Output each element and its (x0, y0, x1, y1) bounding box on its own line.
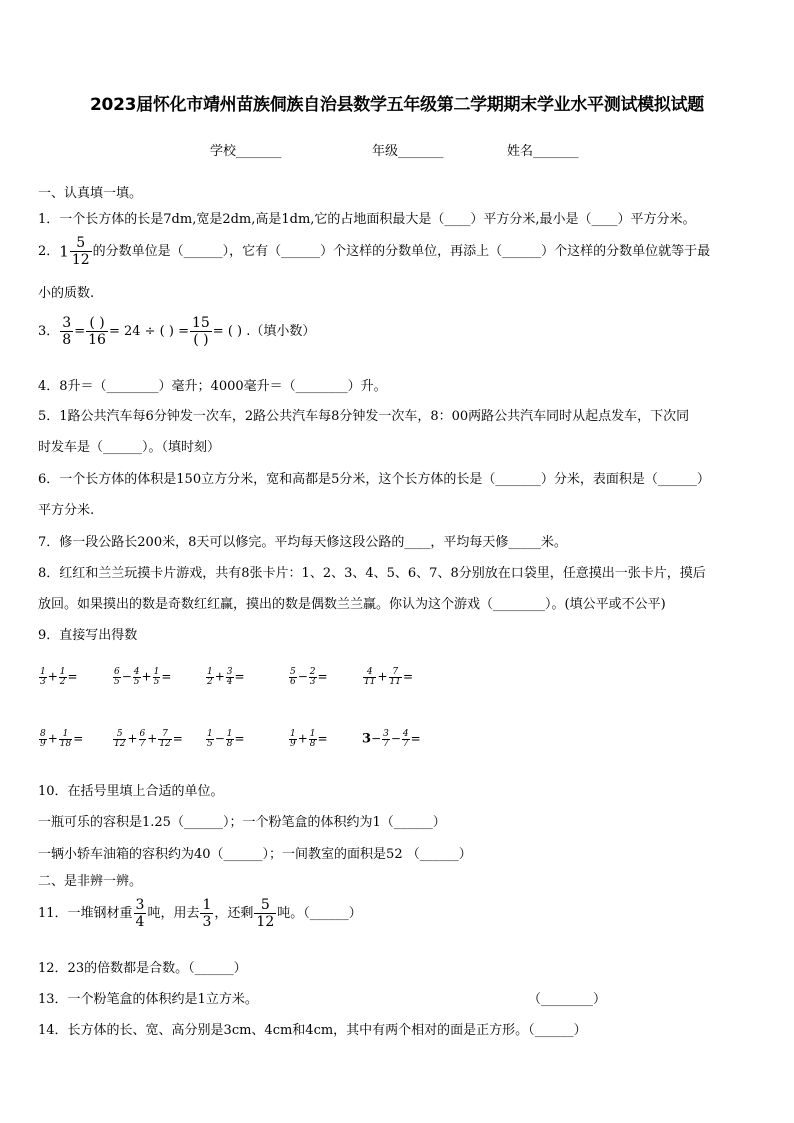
question-2 (38, 236, 710, 267)
calc-item (112, 668, 171, 687)
calc-0-b-num: 1 (59, 667, 66, 677)
calc-7-eq: = (234, 731, 245, 746)
calc-5-op1: + (47, 731, 58, 746)
q3-f3-den: ( ) (193, 332, 209, 348)
q11-f3-num: 5 (254, 898, 276, 914)
calc-1-c-num: 1 (153, 667, 160, 677)
question-8-line1: 8．红红和兰兰玩摸卡片游戏，共有8张卡片：1、2、3、4、5、6、7、8分别放在口袋里，任意摸出一张卡片，摸后 (38, 566, 706, 581)
calc-3-b-num: 2 (309, 667, 316, 677)
calc-9-b-num: 4 (402, 729, 409, 739)
calc-6-c-fraction (158, 730, 171, 749)
calc-6-a-fraction (113, 730, 126, 749)
calc-7-a-fraction (206, 730, 214, 749)
calc-8-a-den: 9 (290, 739, 296, 749)
q11-text2: 吨，用去 (147, 906, 200, 921)
calc-6-a-den: 12 (114, 739, 126, 749)
q11-frac3 (254, 898, 276, 929)
calc-1-c-fraction (153, 668, 161, 687)
calc-4-op1: + (377, 669, 388, 684)
q11-f1-num: 3 (135, 897, 145, 913)
calc-1-b-den: 5 (133, 677, 140, 687)
q2-text: 的分数单位是（______），它有（______）个这样的分数单位，再添上（______）个这样的分数单位就等于最 (92, 244, 711, 259)
calc-2-op1: + (214, 669, 225, 684)
calc-item (112, 730, 183, 749)
q2-number: 2． (38, 244, 60, 259)
question-10-line2: 一辆小轿车油箱的容积约为40（______）；一间教室的面积是52 （______） (38, 847, 472, 862)
calc-3-op1: − (297, 669, 308, 684)
q3-eq: = (74, 324, 86, 339)
q3-frac2 (86, 316, 108, 347)
calc-1-a-num: 6 (114, 667, 120, 677)
calc-6-c-num: 7 (158, 730, 171, 740)
calc-6-op1: + (127, 731, 138, 746)
calc-5-b-den: 18 (59, 739, 72, 749)
calc-item (362, 730, 421, 749)
calc-5-b-fraction (59, 730, 72, 749)
calc-8-a-fraction (289, 730, 297, 749)
calc-4-eq: = (402, 669, 414, 684)
calc-4-a-num: 4 (363, 668, 376, 678)
q11-text3: ，还剩 (214, 906, 254, 921)
q3-frac3 (190, 316, 212, 347)
q3-f1-num: 3 (62, 315, 72, 331)
calc-1-b-fraction (133, 668, 141, 687)
calc-6-b-fraction (139, 730, 147, 749)
question-1: 1．一个长方体的长是7dm,宽是2dm,高是1dm,它的占地面积最大是（____）平方分米,最小是（____）平方分米。 (38, 212, 696, 227)
calc-9-w: 3 (362, 731, 372, 747)
calc-9-b-den: 7 (402, 739, 409, 749)
calc-8-op1: + (297, 731, 308, 746)
question-14: 14．长方体的长、宽、高分别是3cm、4cm和4cm，其中有两个相对的面是正方形。（______） (38, 1023, 587, 1038)
q11-frac2 (200, 898, 213, 929)
calc-0-a-den: 3 (40, 677, 46, 687)
calc-9-eq: = (410, 731, 421, 746)
question-10: 10．在括号里填上合适的单位。 (38, 784, 224, 799)
calc-3-b-fraction (309, 668, 317, 687)
q2-fraction (70, 236, 92, 267)
question-9: 9．直接写出得数 (38, 628, 138, 643)
grade-field[interactable]: 年级_______ (372, 144, 444, 159)
calc-4-b-fraction (389, 668, 402, 687)
school-field[interactable]: 学校_______ (210, 144, 282, 159)
calc-6-op2: + (147, 731, 158, 746)
calc-5-a-fraction (39, 730, 47, 749)
calc-3-b-den: 3 (309, 677, 316, 687)
calc-1-c-den: 5 (153, 677, 160, 687)
question-8-line2: 放回。如果摸出的数是奇数红红赢，摸出的数是偶数兰兰赢。你认为这个游戏（________）。(填公平或不公平) (38, 597, 666, 612)
calc-2-b-num: 3 (226, 667, 233, 677)
calc-6-b-num: 6 (139, 729, 146, 739)
calc-2-b-den: 4 (226, 677, 233, 687)
question-11 (38, 898, 362, 929)
calc-7-a-num: 1 (207, 729, 213, 739)
calc-9-op1: − (390, 731, 401, 746)
question-12: 12．23的倍数都是合数。（______） (38, 961, 247, 976)
question-3 (38, 316, 315, 347)
calc-4-b-den: 11 (389, 677, 401, 687)
calc-item (205, 730, 245, 749)
q11-f2-den: 3 (202, 914, 212, 930)
calc-7-b-fraction (226, 730, 234, 749)
calc-6-b-den: 7 (139, 739, 146, 749)
calc-8-b-den: 8 (309, 739, 316, 749)
calc-2-a-fraction (206, 668, 214, 687)
q3-f1-den: 8 (62, 332, 72, 348)
q2-den: 12 (71, 252, 90, 268)
calc-3-eq: = (317, 669, 328, 684)
q3-number: 3． (38, 324, 60, 339)
section-heading-1: 一、认真填一填。 (38, 186, 143, 201)
calc-5-eq: = (73, 731, 84, 746)
calc-0-b-fraction (59, 668, 67, 687)
calc-9-a-den: 7 (383, 739, 389, 749)
calc-0-b-den: 2 (59, 677, 66, 687)
question-13: 13．一个粉笔盒的体积约是1立方米。 (38, 992, 258, 1007)
calc-3-a-den: 6 (290, 677, 296, 687)
question-13-blank: （________） (528, 992, 607, 1007)
calc-3-a-num: 5 (290, 667, 296, 677)
q11-f3-den: 12 (256, 914, 275, 930)
calc-8-b-fraction (309, 730, 317, 749)
q11-text4: 吨。（______） (277, 906, 362, 921)
question-6-line1: 6．一个长方体的体积是150立方分米，宽和高都是5分米，这个长方体的长是（_______）分米，表面积是（______） (38, 472, 710, 487)
calc-9-a-num: 3 (383, 729, 389, 739)
q3-f2-num: ( ) (86, 316, 108, 332)
calc-8-a-num: 1 (290, 729, 296, 739)
q3-f3-num: 15 (191, 315, 210, 331)
calc-0-eq: = (67, 669, 78, 684)
calc-6-eq: = (172, 731, 183, 746)
calc-1-b-num: 4 (133, 667, 140, 677)
calc-2-eq: = (234, 669, 245, 684)
calc-4-b-num: 7 (389, 668, 402, 678)
calc-7-op1: − (214, 731, 225, 746)
calc-item (38, 668, 78, 687)
calc-item (288, 730, 328, 749)
calc-item (205, 668, 245, 687)
calc-9-b-fraction (402, 730, 410, 749)
calc-2-a-num: 1 (207, 667, 213, 677)
question-6-line2: 平方分米. (38, 503, 95, 518)
calc-0-a-num: 1 (40, 667, 46, 677)
calc-item (38, 730, 83, 749)
calc-9-op0: − (371, 731, 382, 746)
calc-5-a-den: 9 (40, 739, 46, 749)
calc-1-a-den: 5 (114, 677, 120, 687)
calc-1-a-fraction (113, 668, 121, 687)
question-10-line1: 一瓶可乐的容积是1.25（______）；一个粉笔盒的体积约为1（______） (38, 815, 446, 830)
q2-num: 5 (70, 236, 92, 252)
question-4: 4．8升＝（________）毫升；4000毫升＝（________）升。 (38, 379, 387, 394)
calc-1-eq: = (161, 669, 172, 684)
calc-1-op1: − (121, 669, 132, 684)
calc-5-b-num: 1 (59, 730, 72, 740)
calc-0-op1: + (47, 669, 58, 684)
calc-item (362, 668, 413, 687)
q11-frac1 (134, 898, 147, 929)
calc-9-a-fraction (382, 730, 390, 749)
calc-4-a-fraction (363, 668, 376, 687)
calc-item (288, 668, 328, 687)
q3-mid: = 24 ÷ ( ) = (108, 324, 189, 339)
q3-tail: = ( ) .（填小数） (212, 324, 316, 339)
calc-6-a-num: 5 (113, 730, 126, 740)
q11-f1-den: 4 (135, 914, 145, 930)
q11-f2-num: 1 (202, 897, 212, 913)
calc-7-b-den: 8 (226, 739, 233, 749)
q3-f2-den: 16 (88, 332, 106, 348)
q3-frac1 (60, 316, 73, 347)
calc-7-a-den: 5 (207, 739, 213, 749)
calc-7-b-num: 1 (226, 729, 233, 739)
calc-5-a-num: 8 (40, 729, 46, 739)
question-5-line1: 5．1路公共汽车每6分钟发一次车，2路公共汽车每8分钟发一次车，8：00两路公共汽车同时从起点发车，下次同 (38, 409, 690, 424)
question-2-line2: 小的质数. (38, 286, 95, 301)
calc-3-a-fraction (289, 668, 297, 687)
calc-0-a-fraction (39, 668, 47, 687)
page-title: 2023届怀化市靖州苗族侗族自治县数学五年级第二学期期末学业水平测试模拟试题 (90, 95, 704, 115)
question-5-line2: 时发车是（______）。（填时刻） (38, 440, 221, 455)
section-heading-2: 二、是非辨一辨。 (38, 874, 143, 889)
calc-8-b-num: 1 (309, 729, 316, 739)
q2-whole: 1 (59, 242, 69, 261)
calc-2-a-den: 2 (207, 677, 213, 687)
name-field[interactable]: 姓名_______ (507, 144, 579, 159)
calc-4-a-den: 11 (364, 677, 376, 687)
calc-6-c-den: 12 (159, 739, 171, 749)
question-7: 7．修一段公路长200米，8天可以修完。平均每天修这段公路的____，平均每天修_____米。 (38, 535, 567, 550)
calc-8-eq: = (317, 731, 328, 746)
q11-text1: 11．一堆钢材重 (38, 906, 133, 921)
calc-2-b-fraction (226, 668, 234, 687)
calc-1-op2: + (141, 669, 152, 684)
